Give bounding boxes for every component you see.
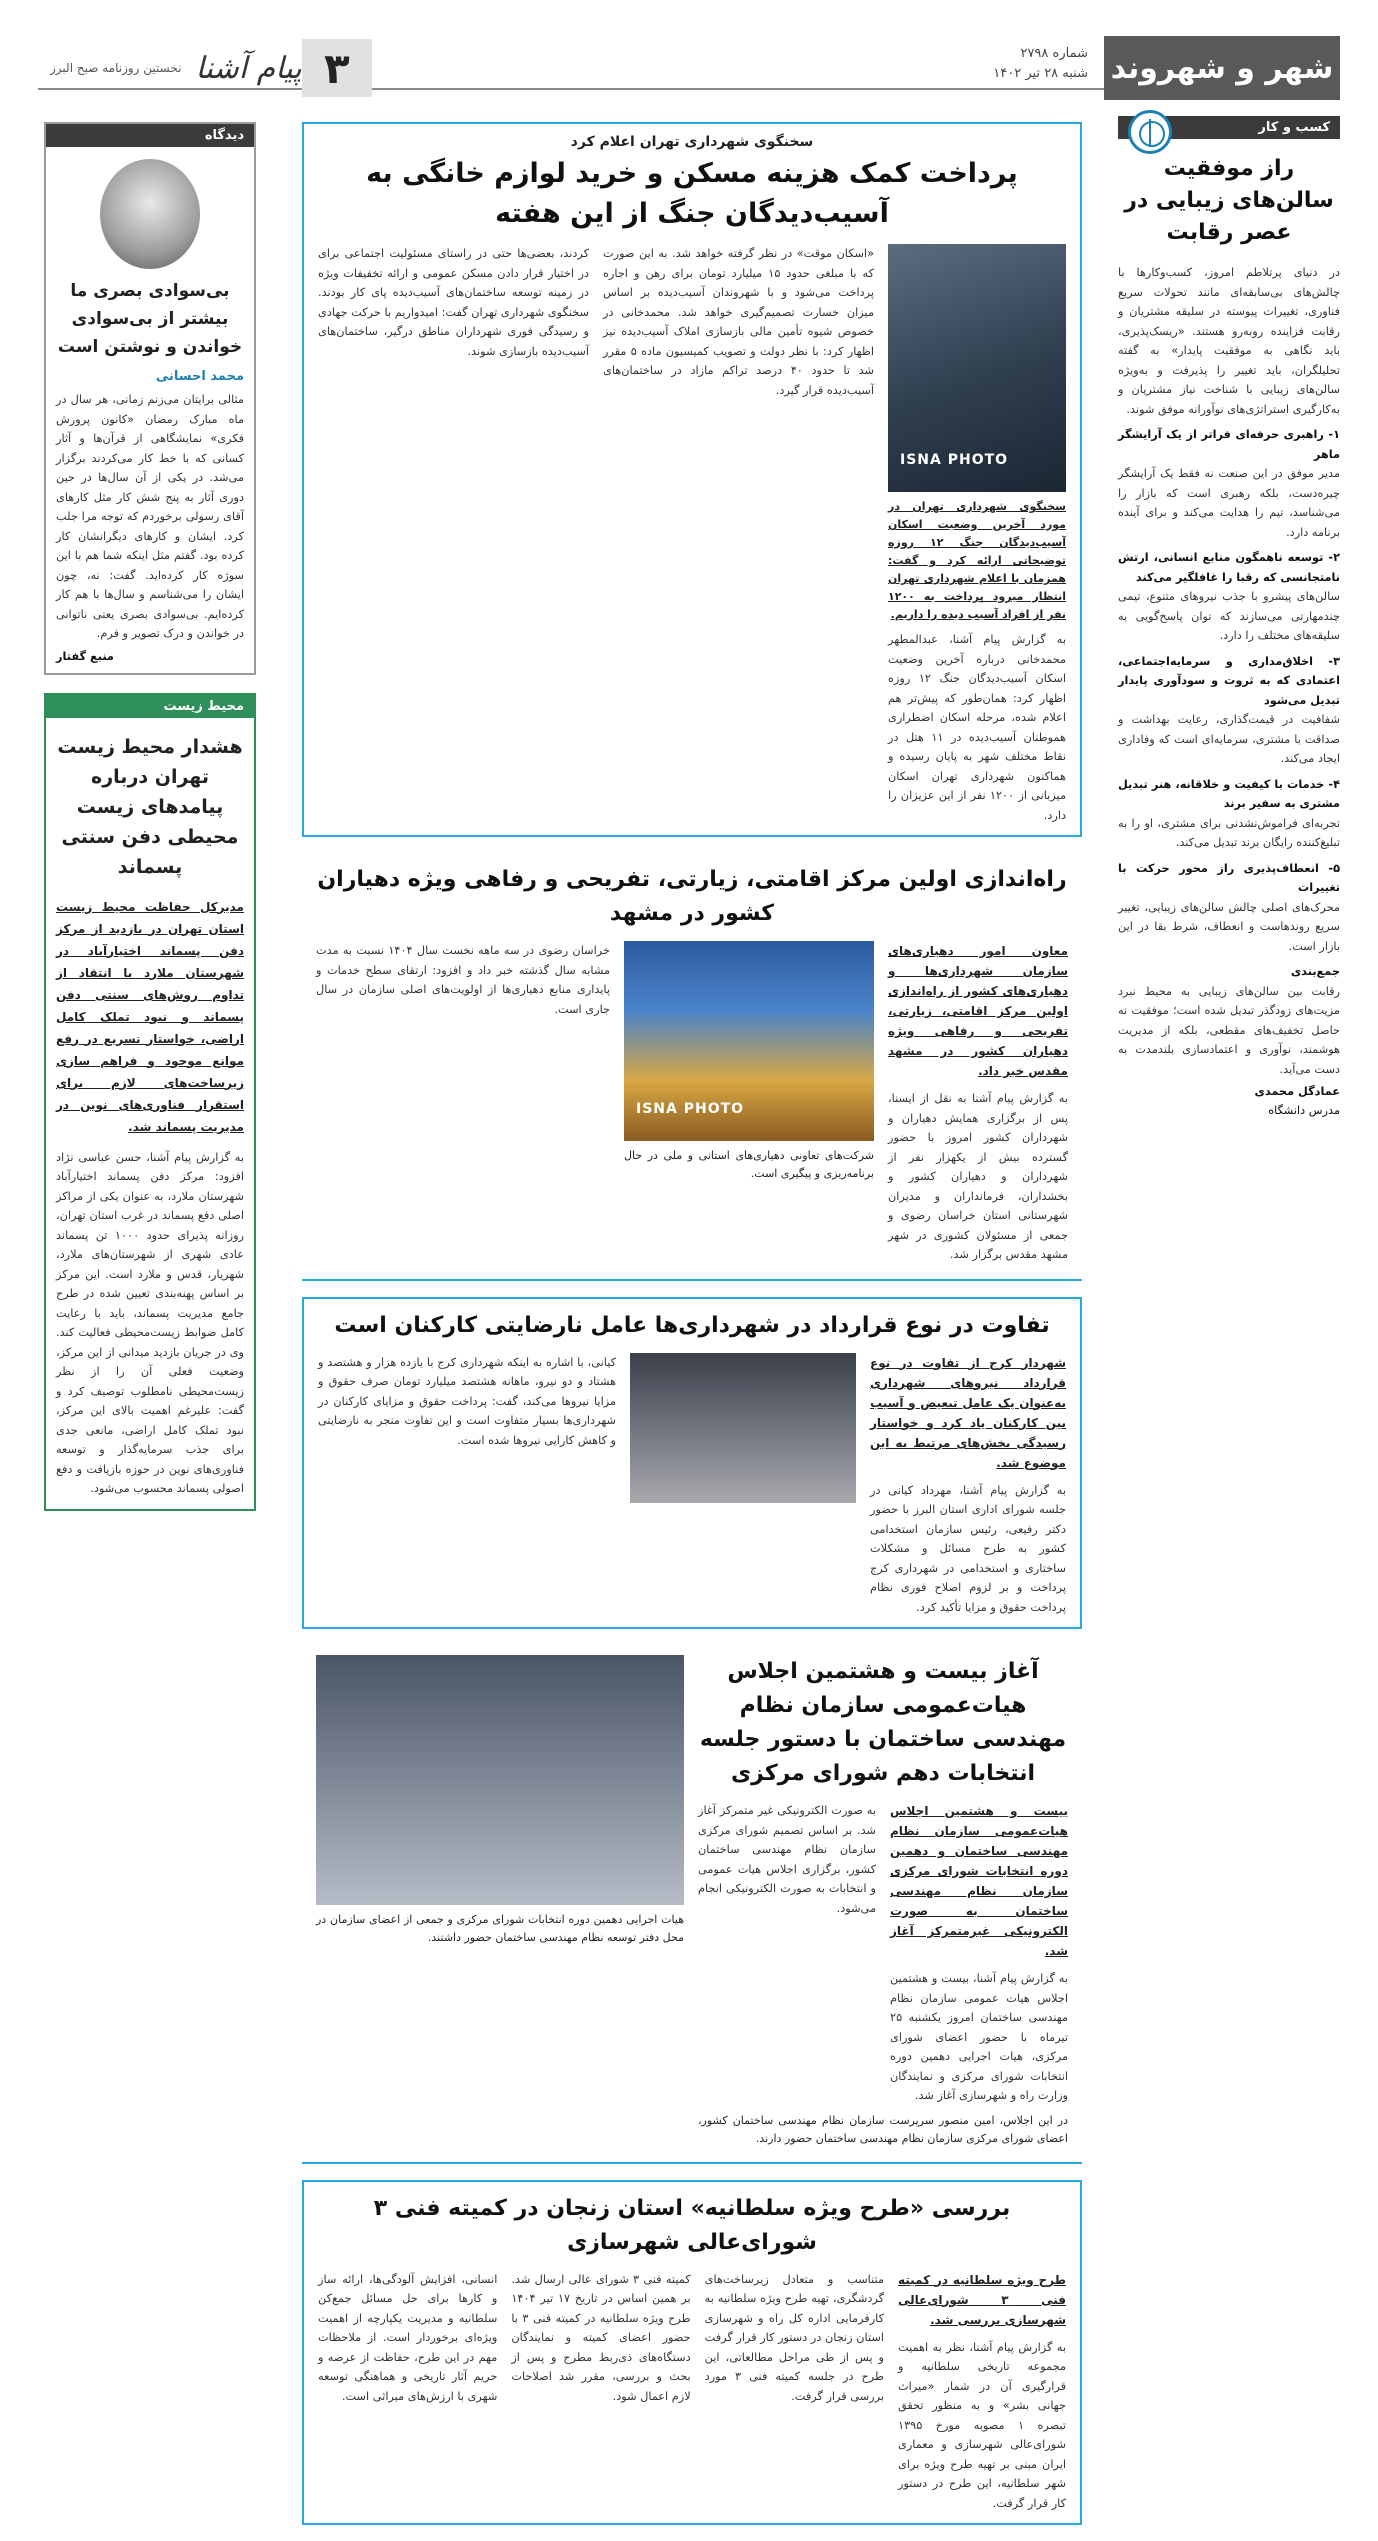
article-war-aid [302,122,1082,837]
article-headline: بررسی «طرح ویژه سلطانیه» استان زنجان در کمیته فنی ۳ شورای‌عالی شهرسازی [373,2195,1011,2255]
section-tag-viewpoint: دیدگاه [46,124,254,147]
conclusion-head: جمع‌بندی [1290,965,1340,978]
environment-body: به گزارش پیام آشنا، حسن عباسی نژاد افزود: مرکز دفن پسماند اختیارآباد شهرستان ملارد، به عنوان یکی از مراکز اصلی دفع پسماند در غرب استان تهران، روزانه پذیرای حدود ۱۰۰۰ تن پسماند عادی شهری از شهرستان‌های ملارد، شهریار، قدس و ملارد است. این مرکز بر اساس پهنه‌بندی تعیین شده در طرح جامع مدیریت پسماند، باید با رعایت کامل ضوابط زیست‌محیطی فعالیت کند. وی در جریان بازدید میدانی از این مرکز، وضعیت فعلی آن را از نظر زیست‌محیطی نامطلوب توصیف کرد و گفت: علیرغم اهمیت بالای این مرکز، نبود تملک کامل اراضی، مانعی جدی برای جذب سرمایه‌گذار و توسعه فناوری‌های نوین در حوزه بازیافت و دفع اصولی پسماند محسوب می‌شود. [56,1150,245,1495]
globe-icon [1128,110,1172,154]
article-kicker: سخنگوی شهرداری تهران اعلام کرد [570,134,814,150]
article-body-3: کمیته فنی ۳ شورای عالی ارسال شد. بر همین اساس در تاریخ ۱۷ تیر ۱۴۰۴ طرح ویژه سلطانیه در کمیته فنی ۳ با حضور اعضای کمیته و نمایندگان دستگاه‌های ذی‌ربط مطرح و پس از بحث و بررسی، مقرر شد اصلاحات لازم اعمال شود. [511,2272,691,2403]
business-item-4: ۴- خدمات با کیفیت و خلاقانه، هنر تبدیل مشتری به سفیر برند [1118,777,1340,810]
conclusion-body: رقابت بین سالن‌های زیبایی به محیط نبرد مزیت‌های زودگذر تبدیل شده است؛ موفقیت نه حاصل تخفیف‌های مقطعی، بلکه از مدیریت هوشمند، نوآوری و اعتمادسازی بلندمدت به دست می‌آید. [1118,984,1340,1076]
viewpoint-source: منبع گفتار [56,649,114,663]
author-avatar [100,159,200,269]
article-text-block [870,1353,1066,1618]
issue-date: شنبه ۲۸ تیر ۱۴۰۲ [993,66,1088,81]
left-column [44,122,256,1934]
conference-photo [316,1655,684,1905]
article-photo-block [316,1655,684,1947]
article-lead-col [890,1801,1068,2106]
article-body-2: به صورت الکترونیکی غیر متمرکز آغاز شد. بر اساس تصمیم شورای مرکزی سازمان نظام مهندسی ساختمان کشور، برگزاری اجلاس هیات عمومی و انتخابات به صورت الکترونیکی انجام می‌شود. [698,1804,876,1915]
photo-caption: سخنگوی شهرداری تهران در مورد آخرین وضعیت اسکان آسیب‌دیدگان جنگ ۱۲ روزه توضیحاتی ارائه کرد و گفت: همزمان با اعلام شهرداری تهران انتظار میرود پرداخت به ۱۲۰۰ نفر از افراد آسیب دیده را داریم. [888,500,1067,621]
article-subrow [698,1801,1068,2106]
meeting-photo [630,1353,856,1503]
spokesman-photo [888,244,1066,492]
article-body-1: به گزارش پیام آشنا، بیست و هشتمین اجلاس هیات عمومی سازمان نظام مهندسی ساختمان امروز یکشنبه ۲۵ تیرماه با حضور اعضای شورای مرکزی، هیات اجرایی دهمین دوره انتخابات شورای مرکزی و نمایندگان وزارت راه و شهرسازی آغاز شد. [890,1972,1068,2102]
section-tag-environment: محیط زیست [46,695,254,718]
article-body-3: کردند، بعضی‌ها حتی در راستای مسئولیت اجتماعی برای در اختیار قرار دادن مسکن عمومی و ارائه تخفیفات ویژه در زمینه توسعه ساختمان‌های آسیب‌دیده پای کار بودند. سخنگوی شهرداری تهران گفت: امیدواریم با حرکت جهادی و رسیدگی فوری شهرداران مناطق درگیر، ساختمان‌های آسیب‌دیده بازسازی شوند. [318,247,589,358]
business-filler-2: سالن‌های پیشرو با جذب نیروهای متنوع، تیمی چندمهارتی می‌سازند که توان پاسخ‌گویی به سلیقه‌های مختلف را دارد. [1118,590,1340,642]
section-tag-business: کسب و کار [1118,116,1340,139]
masthead [38,36,372,100]
article-photo-block [624,941,874,1183]
environment-box [44,693,256,1511]
shrine-photo [624,941,874,1141]
business-title: راز موفقیت سالن‌های زیبایی در عصر رقابت [1124,156,1334,245]
article-body-2: متناسب و متعادل زیرساخت‌های گردشگری، تهیه طرح ویژه سلطانیه به کارفرمایی اداره کل راه و شهرسازی استان زنجان در دستور کار قرار گرفت و پس از طی مراحل مطالعاتی، این طرح در جلسه کمیته فنی ۳ مورد بررسی قرار گرفت. [704,2272,884,2403]
article-body-4: انسانی، افزایش آلودگی‌ها، ارائه ساز و کارها برای حل مسائل جمع‌کن سلطانیه و مدیریت یکپارچه از اهمیت ویژه‌ای برخوردار است. از ملاحظات مهم در این طرح، حفاظت از عرصه و حریم آثار تاریخی و هماهنگی توسعه شهری با ارزش‌های میراثی است. [318,2272,498,2403]
photo-credit: ISNA PHOTO [636,1101,745,1117]
article-body-2: «اسکان موقت» در نظر گرفته خواهد شد. به این صورت که با مبلغی حدود ۱۵ میلیارد تومان برای رهن و اجاره پرداخت می‌شود و با شهروندان آسیب‌دیده بر اساس میزان خسارت تصمیم‌گیری خواهد شد. محمدخانی در خصوص شیوه تأمین مالی بازسازی املاک آسیب‌دیده نیز اظهار کرد: با نظر دولت و تصویب کمیسیون ماده ۵ مقرر شد تا حدود ۴۰ درصد تراکم مازاد در ساختمان‌های آسیب‌دیده قرار گیرد. [603,247,875,397]
article-body-2: کیانی، با اشاره به اینکه شهرداری کرج با یازده هزار و هشتصد و هشتاد و دو نیرو، ماهانه هشتصد میلیارد تومان صرف حقوق و مزایا نیروها می‌کند، گفت: پرداخت حقوق و مزایای کارکنان در شهرداری‌ها بسیار متفاوت است و این تفاوت منجر به نارضایتی و کاهش کارایی نیروها شده است. [318,1355,616,1447]
business-filler-5: محرک‌های اصلی چالش سالن‌های زیبایی، تغییر سریع روندهاست و انعطاف، شرط بقا در این بازار است. [1118,900,1340,953]
article-headline: تفاوت در نوع قرارداد در شهرداری‌ها عامل نارضایتی کارکنان است [334,1312,1050,1338]
photo-caption-1: در این اجلاس، امین منصور سرپرست سازمان نظام مهندسی ساختمان کشور، اعضای شورای مرکزی سازمان نظام مهندسی ساختمان حضور دارند. [698,2113,1068,2145]
business-intro: در دنیای پرتلاطم امروز، کسب‌وکارها با چالش‌های بی‌سابقه‌ای مانند تحولات سریع فناوری، تغییرات پیوسته در سلیقه مشتریان و رقابت فزاینده روبه‌رو هستند. «ریسک‌پذیری، باید نگاهی به موفقیت پایدار» به گفته تحلیلگران، باید تغییر را پذیرفت و به‌ویژه سالن‌های زیبایی با شناخت نیاز مشتریان و به‌کارگیری استراتژی‌های نوآورانه موفق شوند. [1118,266,1340,416]
main-column [302,122,1082,2541]
article-text-block [898,2270,1066,2514]
article-mashhad-center [302,853,1082,1281]
article-contract-difference [302,1297,1082,1630]
business-filler-3: شفافیت در قیمت‌گذاری، رعایت بهداشت و صداقت با مشتری، سرمایه‌ای است که وفاداری ایجاد می‌کند. [1118,713,1340,765]
business-item-2: ۲- توسعه ناهمگون منابع انسانی، ارتش نامتجانسی که رقبا را غافلگیر می‌کند [1118,551,1340,584]
article-body-2: خراسان رضوی در سه ماهه نخست سال ۱۴۰۴ نسبت به مدت مشابه سال گذشته خبر داد و افزود: ارتقای سطح خدمات و پایداری منابع دهیاری‌ها از اولویت‌های اصلی سازمان در سال جاری است. [316,944,610,1016]
page-header [38,36,1340,100]
viewpoint-author: محمد احسانی [155,369,244,384]
business-author: عمادگل محمدی [1254,1085,1340,1098]
article-row [318,2270,1066,2514]
article-lead: طرح ویژه سلطانیه در کمیته فنی ۳ شورای‌عالی شهرسازی بررسی شد. [898,2272,1066,2327]
photo-caption: شرکت‌های تعاونی دهیاری‌های استانی و ملی در حال برنامه‌ریزی و پیگیری است. [624,1149,874,1180]
article-soltaniyeh [302,2180,1082,2526]
article-photo-block [888,244,1066,825]
article-lead: بیست و هشتمین اجلاس هیات‌عمومی سازمان نظام مهندسی ساختمان و دهمین دوره انتخابات شورای مرکزی سازمان نظام مهندسی ساختمان به صورت الکترونیکی غیرمتمرکز آغاز شد. [890,1804,1068,1958]
article-headline: پرداخت کمک هزینه مسکن و خرید لوازم خانگی به آسیب‌دیدگان جنگ از این هفته [366,158,1018,229]
section-name: شهر و شهروند [1104,36,1340,100]
viewpoint-title: بی‌سوادی بصری ما بیشتر از بی‌سوادی خواندن و نوشتن است [57,281,243,357]
article-body-1: به گزارش پیام آشنا، مهرداد کیانی در جلسه شورای اداری استان البرز با حضور دکتر رفیعی، رئیس سازمان استخدامی کشور به طرح مسائل و مشکلات ساختاری و استخدامی در شهرداری کرج پرداخت و بر لزوم اصلاح فوری نظام پرداخت حقوق و مزایا تأکید کرد. [870,1483,1066,1614]
article-body-1: به گزارش پیام آشنا، نظر به اهمیت مجموعه تاریخی سلطانیه و قرارگیری آن در شمار «میراث جهانی بشر» و به منظور تحقق تبصره ۱ مصوبه مورخ ۱۳۹۵ شورای‌عالی شهرسازی و معماری ایران مبنی بر تهیه طرح ویژه برای شهر سلطانیه، این طرح در دستور کار قرار گرفت. [898,2340,1066,2510]
article-row [318,244,1066,825]
issue-info [993,44,1088,84]
business-item-3: ۳- اخلاق‌مداری و سرمایه‌اجتماعی، اعتمادی که به ثروت و سودآوری پایدار تبدیل می‌شود [1118,654,1340,707]
article-text-block [888,941,1068,1265]
business-filler-1: مدیر موفق در این صنعت نه فقط یک آرایشگر چیره‌دست، بلکه رهبری است که بازار را می‌شناسد، تیم را هدایت می‌کند و برای آینده برنامه دارد. [1118,467,1340,539]
article-lead: شهردار کرج از تفاوت در نوع قرارداد نیروهای شهرداری به‌عنوان یک عامل تبعیض و آسیب بین کارکنان یاد کرد و خواستار رسیدگی بخش‌های مرتبط به این موضوع شد. [870,1355,1066,1470]
business-filler-4: تجربه‌ای فراموش‌نشدنی برای مشتری، او را به تبلیغ‌کننده رایگان برند تبدیل می‌کند. [1118,816,1340,849]
newspaper-tagline: نخستین روزنامه صبح البرز [50,61,182,75]
article-row [316,941,1068,1265]
business-column [1118,116,1340,1934]
newspaper-logo: پیام آشنا [195,50,302,86]
article-headline: راه‌اندازی اولین مرکز اقامتی، زیارتی، تفریحی و رفاهی ویژه دهیاران کشور در مشهد [317,867,1067,926]
business-author-role: مدرس دانشگاه [1268,1104,1340,1117]
viewpoint-box [44,122,256,675]
article-body-1: به گزارش پیام آشنا به نقل از ایسنا، پس از برگزاری همایش دهیاران و شهرداران کشور امروز با حضور گسترده بیش از یکهزار نفر از شهرداران و دهیاران کشور و بخشداران، فرمانداران و مدیران شهرستانی استان خراسان رضوی و جمعی از مسئولان کشوری در شهر مشهد مقدس برگزار شد. [888,1092,1068,1261]
environment-lead: مدیرکل حفاظت محیط زیست استان تهران در بازدید از مرکز دفن پسماند اختیارآباد در شهرستان ملارد با انتقاد از تداوم روش‌های سنتی دفن پسماند و نبود تملک کامل اراضی، خواستار تسریع در رفع موانع موجود و فراهم سازی زیرساخت‌های لازم برای استقرار فناوری‌های نوین در مدیریت پسماند شد. [56,899,244,1134]
article-engineering-council [302,1645,1082,2164]
business-item-5: ۵- انعطاف‌پذیری راز محور حرکت با تغییرات [1118,861,1340,894]
photo-credit: ISNA PHOTO [900,452,1009,468]
article-headline: آغاز بیست و هشتمین اجلاس هیات‌عمومی سازمان نظام مهندسی ساختمان با دستور جلسه انتخابات دهم شورای مرکزی [699,1659,1067,1786]
environment-title: هشدار محیط زیست تهران درباره پیامدهای زیست محیطی دفن سنتی پسماند [57,735,243,878]
viewpoint-body: مثالی برایتان می‌زنم زمانی، هر سال در ماه مبارک رمضان «کانون پرورش فکری» نمایشگاهی از قرآن‌ها و آثار کسانی که با خط کار می‌کردند برگزار می‌شد. در یکی از آن سال‌ها در حین دوری آثار به پنج شش کار مثل کارهای آقای رسولی برخوردم که توجه مرا جلب کرد. ایشان و کارهای دیگرانشان کار کرده بود. گفتم مثل اینکه شما هم با این سوژه کار کرده‌اید. گفت: نه، چون ایشان را می‌شناسم و سال‌ها با هم کار کرده‌ایم. بی‌سوادی بصری یعنی ناتوانی در خواندن و درک تصویر و فرم. [56,393,244,640]
page-number: ۳ [302,39,372,97]
article-body-1: به گزارش پیام آشنا، عبدالمطهر محمدخانی درباره آخرین وضعیت اسکان آسیب‌دیدگان جنگ ۱۲ روزه اظهار کرد: همان‌طور که پیش‌تر هم اعلام شده، مرحله اسکان اضطراری هموطنان آسیب‌دیده در ۱۱ هتل در نقاط مختلف شهر به پایان رسیده و هماکنون شهرداری تهران اسکان میزبانی از ۱۲۰۰ نفر از این عزیزان را دارد. [888,633,1066,822]
photo-caption-2: هیات اجرایی دهمین دوره انتخابات شورای مرکزی و جمعی از اعضای سازمان در محل دفتر توسعه نظام مهندسی ساختمان حضور داشتند. [316,1913,684,1944]
business-body [1118,263,1340,1079]
article-lead: معاون امور دهیاری‌های سازمان شهرداری‌ها و دهیاری‌های کشور از راه‌اندازی اولین مرکز اقامتی، زیارتی، تفریحی و رفاهی ویژه دهیاران کشور در مشهد مقدس خبر داد. [888,944,1068,1078]
article-row [318,1353,1066,1618]
article-text-block [698,1655,1068,2148]
issue-number: شماره ۲۷۹۸ [1020,46,1088,61]
business-item-1: ۱- راهبری حرفه‌ای فراتر از یک آرایشگر ماهر [1118,428,1340,461]
article-row [316,1655,1068,2148]
